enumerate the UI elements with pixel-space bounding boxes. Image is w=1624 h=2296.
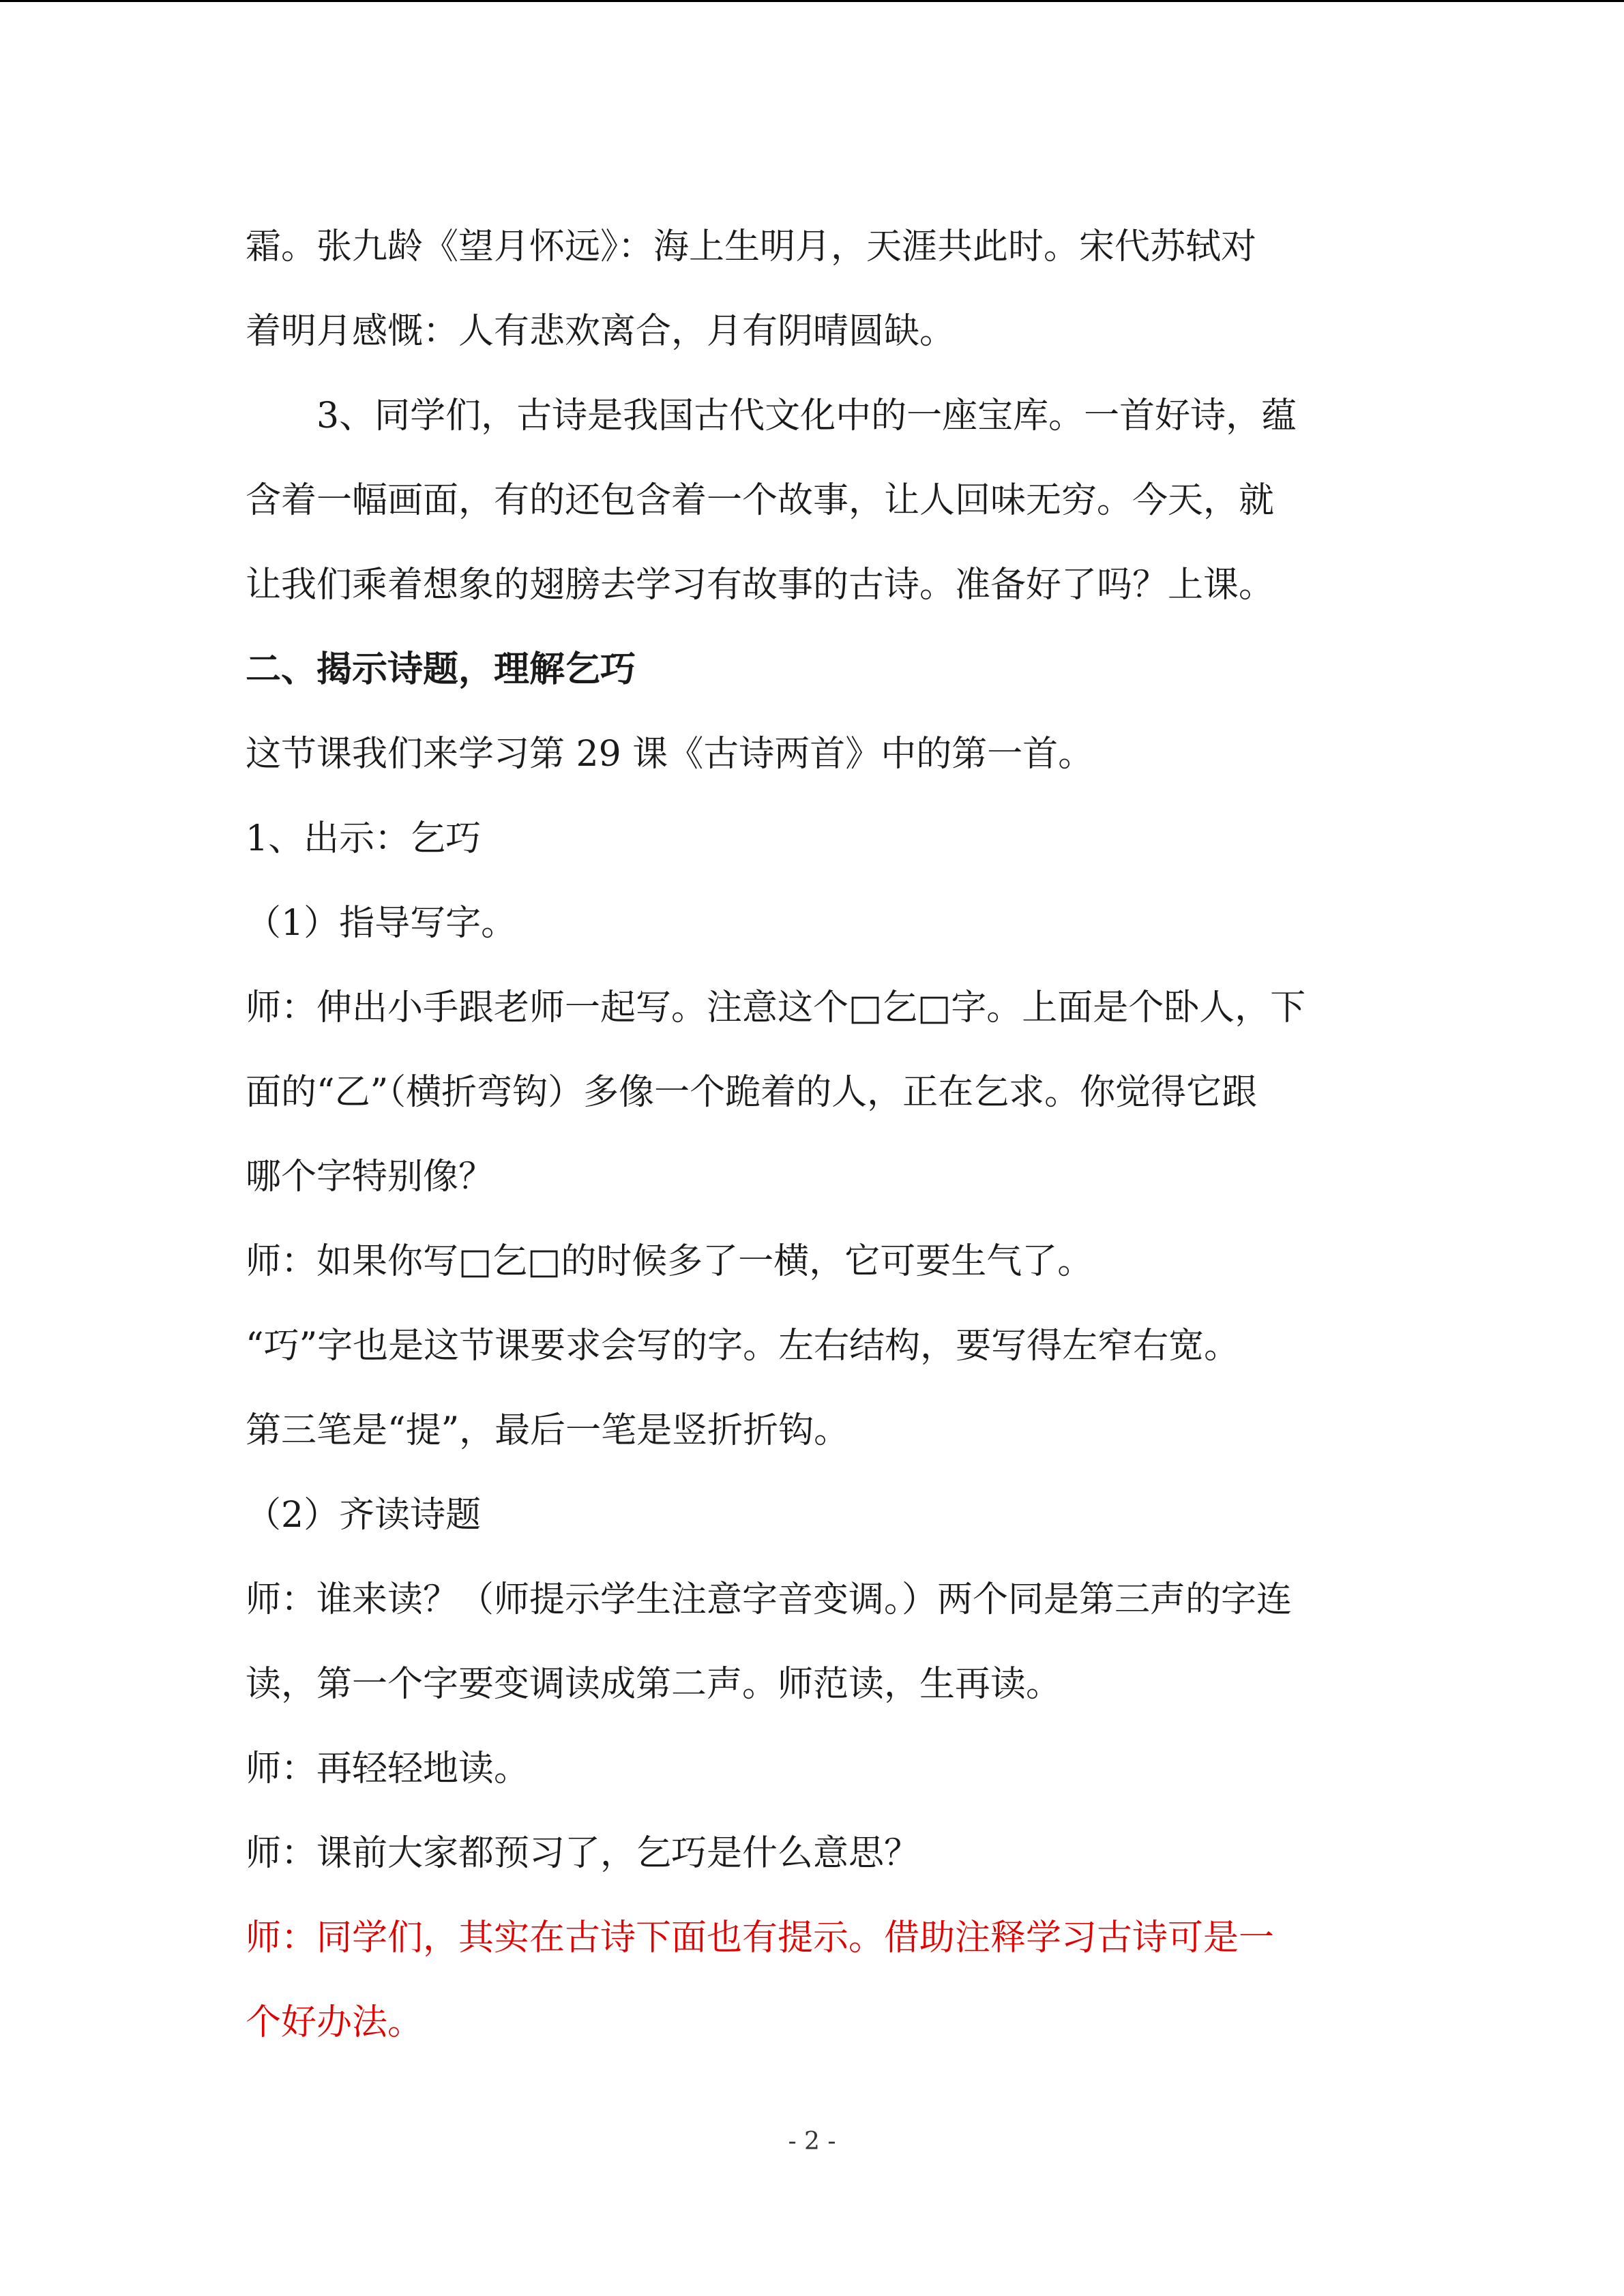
text-line: 师：伸出小手跟老师一起写。注意这个□乞□字。上面是个卧人，下 <box>246 987 1306 1028</box>
text-line: “巧”字也是这节课要求会写的字。左右结构，要写得左窄右宽。 <box>246 1326 1240 1367</box>
top-border-line <box>0 0 1624 2</box>
highlighted-text-line: 师：同学们，其实在古诗下面也有提示。借助注释学习古诗可是一 <box>246 1918 1275 1958</box>
text-line: 师：再轻轻地读。 <box>246 1748 530 1789</box>
text-line: 含着一幅画面，有的还包含着一个故事，让人回味无穷。今天，就 <box>246 480 1275 521</box>
highlighted-text-line: 个好办法。 <box>246 2002 424 2043</box>
text-line: 哪个字特别像？ <box>246 1157 494 1197</box>
text-line: 这节课我们来学习第 29 课《古诗两首》中的第一首。 <box>246 734 1094 775</box>
text-line: （1）指导写字。 <box>246 903 517 944</box>
text-line: 师：谁来读？（师提示学生注意字音变调。）两个同是第三声的字连 <box>246 1579 1293 1620</box>
text-line: 让我们乘着想象的翅膀去学习有故事的古诗。准备好了吗？上课。 <box>246 565 1275 606</box>
text-line: （2）齐读诗题 <box>246 1495 482 1536</box>
text-line: 师：如果你写□乞□的时候多了一横，它可要生气了。 <box>246 1241 1093 1282</box>
text-line: 1、出示：乞巧 <box>246 818 482 859</box>
text-line: 着明月感慨：人有悲欢离合，月有阴晴圆缺。 <box>246 311 956 352</box>
section-heading: 二、揭示诗题，理解乞巧 <box>246 648 636 690</box>
text-line: 师：课前大家都预习了，乞巧是什么意思？ <box>246 1833 920 1874</box>
text-line: 第三笔是“提”，最后一笔是竖折折钩。 <box>246 1410 850 1451</box>
text-line: 霜。张九龄《望月怀远》：海上生明月，天涯共此时。宋代苏轼对 <box>246 226 1257 267</box>
text-line: 3、同学们，古诗是我国古代文化中的一座宝库。一首好诗，蕴 <box>316 396 1297 436</box>
document-body <box>246 205 1381 2065</box>
page-number: - 2 - <box>788 2128 836 2156</box>
text-line: 面的“乙”（横折弯钩）多像一个跪着的人，正在乞求。你觉得它跟 <box>246 1072 1258 1113</box>
text-line: 读，第一个字要变调读成第二声。师范读，生再读。 <box>246 1664 1062 1705</box>
